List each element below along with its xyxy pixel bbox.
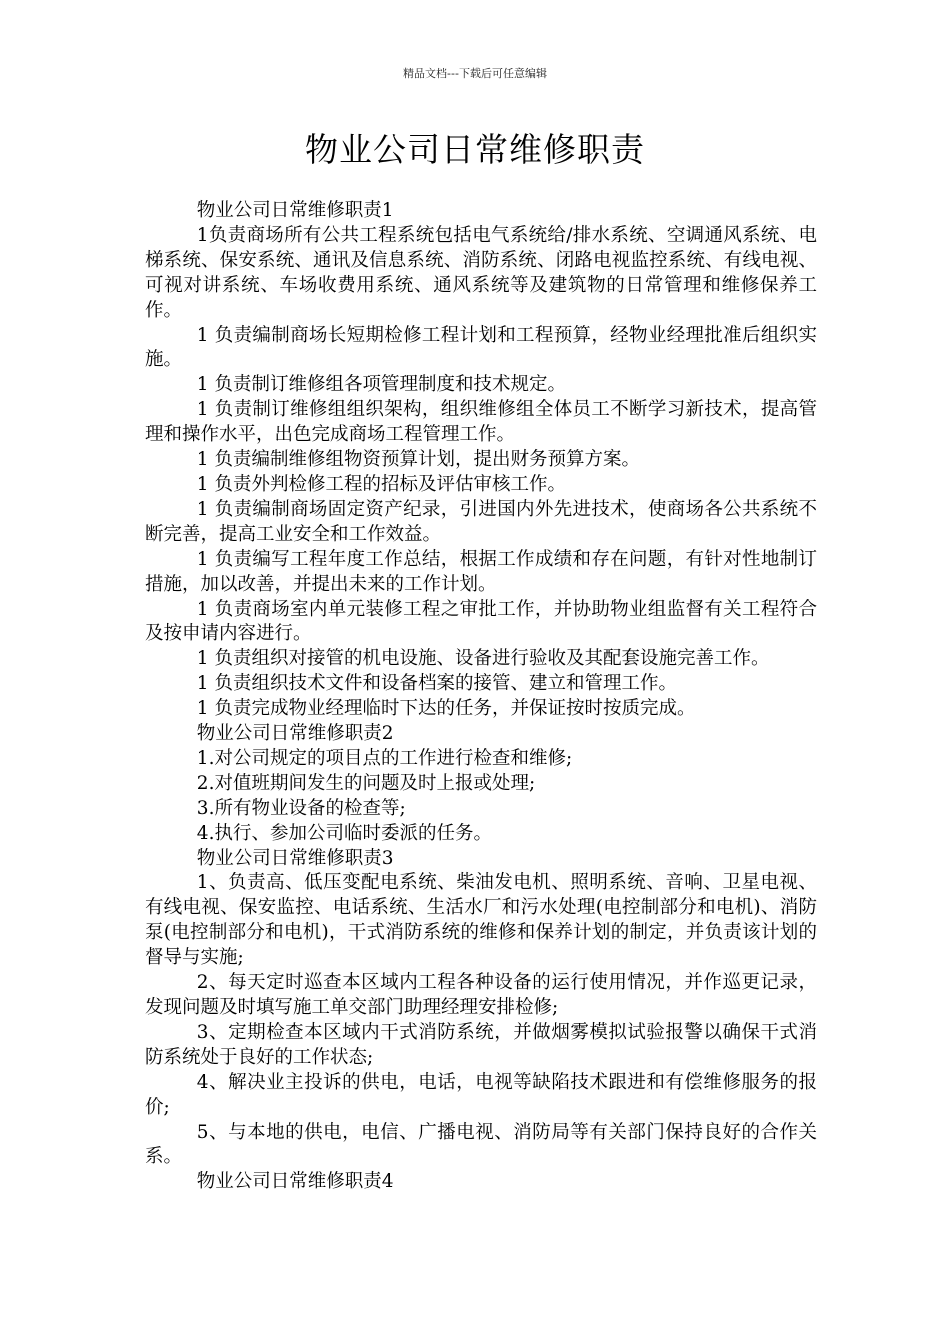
paragraph: 1 负责外判检修工程的招标及评估审核工作。 [196, 473, 566, 495]
document-body [145, 199, 817, 1195]
paragraph: 1 负责商场室内单元装修工程之审批工作，并协助物业组监督有关工程符合及按申请内容进行。 [145, 598, 817, 645]
paragraph: 4、解决业主投诉的供电，电话，电视等缺陷技术跟进和有偿维修服务的报价; [145, 1071, 817, 1118]
paragraph: 1、负责高、低压变配电系统、柴油发电机、照明系统、音响、卫星电视、有线电视、保安监控、电话系统、生活水厂和污水处理(电控制部分和电机)、消防泵(电控制部分和电机)，干式消防系统的维修和保养计划的制定，并负责该计划的督导与实施; [145, 872, 817, 969]
section-heading-3: 物业公司日常维修职责3 [196, 847, 394, 869]
section-heading-2: 物业公司日常维修职责2 [196, 723, 394, 745]
paragraph: 1 负责编制商场长短期检修工程计划和工程预算，经物业经理批准后组织实施。 [145, 324, 817, 371]
section-heading-1: 物业公司日常维修职责1 [196, 200, 394, 221]
paragraph: 2、每天定时巡查本区域内工程各种设备的运行使用情况，并作巡更记录，发现问题及时填写施工单交部门助理经理安排检修; [145, 972, 817, 1018]
list-item: 4.执行、参加公司临时委派的任务。 [196, 822, 492, 844]
paragraph: 3、定期检查本区域内干式消防系统，并做烟雾模拟试验报警以确保干式消防系统处于良好的工作状态; [145, 1021, 817, 1068]
paragraph: 1 负责组织技术文件和设备档案的接管、建立和管理工作。 [196, 673, 677, 695]
paragraph: 1 负责完成物业经理临时下达的任务，并保证按时按质完成。 [196, 698, 696, 720]
paragraph: 1 负责制订维修组各项管理制度和技术规定。 [196, 374, 566, 396]
paragraph: 1 负责制订维修组组织架构，组织维修组全体员工不断学习新技术，提高管理和操作水平，出色完成商场工程管理工作。 [145, 399, 817, 446]
paragraph: 1 负责组织对接管的机电设施、设备进行验收及其配套设施完善工作。 [196, 648, 770, 670]
section-heading-4: 物业公司日常维修职责4 [196, 1171, 394, 1193]
paragraph: 1 负责编制商场固定资产纪录，引进国内外先进技术，使商场各公共系统不断完善，提高工业安全和工作效益。 [145, 498, 817, 545]
list-item: 1.对公司规定的项目点的工作进行检查和维修; [196, 747, 573, 769]
list-item: 2.对值班期间发生的问题及时上报或处理; [196, 772, 536, 794]
header-note: 精品文档---下载后可任意编辑 [403, 67, 547, 80]
paragraph: 1 负责编制维修组物资预算计划，提出财务预算方案。 [196, 449, 640, 471]
document-title: 物业公司日常维修职责 [305, 130, 645, 169]
paragraph: 1负责商场所有公共工程系统包括电气系统给/排水系统、空调通风系统、电梯系统、保安系统、通讯及信息系统、消防系统、闭路电视监控系统、有线电视、可视对讲系统、车场收费用系统、通风系统等及建筑物的日常管理和维修保养工作。 [145, 224, 817, 321]
paragraph: 1 负责编写工程年度工作总结，根据工作成绩和存在问题，有针对性地制订措施，加以改善，并提出未来的工作计划。 [145, 548, 817, 595]
paragraph: 5、与本地的供电，电信、广播电视、消防局等有关部门保持良好的合作关系。 [145, 1121, 817, 1168]
list-item: 3.所有物业设备的检查等; [196, 797, 406, 819]
